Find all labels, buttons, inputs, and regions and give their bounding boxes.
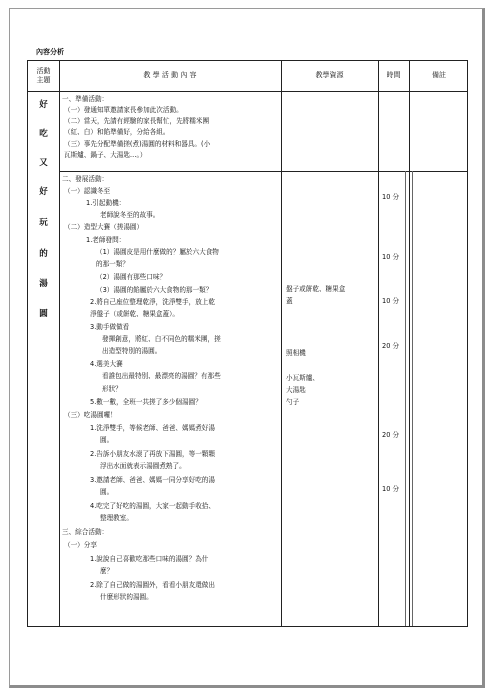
content-line: （1）湯圓皮是用什麼做的？屬於六大食物: [96, 248, 219, 256]
resource-item: 小瓦斯爐、: [286, 374, 319, 382]
content-line: 形狀？: [102, 385, 122, 393]
content-line: 一、準備活動：: [62, 95, 109, 103]
resource-item: 蓋: [286, 297, 293, 305]
content-line: （一）分享: [64, 541, 97, 549]
content-line: 1.洗淨雙手，等候老師、爸爸、媽媽煮好湯: [90, 424, 215, 432]
content-line: 淨盤子（或餅乾、糖果盒蓋）。: [90, 310, 180, 318]
theme-char: 好: [39, 100, 48, 110]
resource-item: 盤子或餅乾、糖果盒: [286, 285, 346, 293]
theme-char: 的: [39, 249, 48, 259]
content-line: （三）吃湯圓囉！: [64, 411, 117, 419]
content-line: 看誰包出最特別、最漂亮的湯圓？有那些: [102, 372, 221, 380]
content-line: 三、綜合活動：: [62, 528, 109, 536]
header-content: 教 學 活 動 內 容: [143, 71, 197, 79]
content-line: 4.吃完了好吃的湯圓，大家一起動手收拾、: [90, 502, 215, 510]
content-line: （二）造型大賽（搓湯圓）: [64, 223, 144, 231]
content-line: 1.老師發問：: [86, 236, 126, 244]
header-time: 時間: [386, 71, 401, 79]
header-notes: 備註: [432, 71, 446, 79]
content-line: 5.數一數，全班一共搓了多少個湯圓？: [90, 398, 202, 406]
content-line: 2.除了自己做的湯圓外，看看小朋友還做出: [90, 581, 215, 589]
notes-inner-line: [412, 171, 413, 626]
content-line: 圓。: [100, 436, 114, 444]
time-value: 20 分: [382, 342, 400, 350]
column-divider: [281, 61, 282, 626]
theme-char: 圓: [39, 309, 48, 319]
column-divider: [378, 61, 379, 626]
resource-item: 勺子: [286, 398, 300, 406]
content-line: 2.告訴小朋友水滾了再放下湯圓，等一顆顆: [90, 450, 215, 458]
theme-char: 好: [39, 187, 48, 197]
content-line: 老師說冬至的故事。: [100, 211, 160, 219]
theme-char: 吃: [39, 129, 48, 139]
theme-char: 湯: [39, 279, 48, 289]
content-line: （3）湯圓的餡屬於六大食物的那一類？: [96, 286, 213, 294]
header-resources: 教學資源: [315, 71, 344, 79]
content-line: 圓。: [100, 488, 114, 496]
time-inner-line: [405, 171, 406, 626]
content-line: 的那一類？: [96, 260, 129, 268]
content-line: 浮出水面就表示湯圓煮熟了。: [100, 462, 186, 470]
content-line: （2）湯圓有那些口味？: [96, 273, 167, 281]
content-line: 1.引起動機：: [86, 199, 126, 207]
column-divider: [59, 61, 60, 626]
content-line: （紅、白）和餡準備好，分給各組。: [64, 128, 170, 136]
content-line: 1.說說自己喜歡吃那些口味的湯圓？為什: [90, 555, 209, 563]
content-line: 出造型特別的湯圓。: [102, 347, 162, 355]
content-line: 4.選美大賽: [90, 360, 123, 368]
content-line: 發揮創意，將紅、白不同色的糯米團，搓: [102, 335, 221, 343]
content-line: 什麼形狀的湯圓。: [100, 593, 153, 601]
content-line: 3.動手做做看: [90, 323, 130, 331]
time-value: 20 分: [382, 431, 400, 439]
content-line: （一）認識冬至: [64, 187, 111, 195]
content-line: 麼？: [100, 567, 114, 575]
content-line: 二、發展活動：: [62, 175, 109, 183]
section-title: 內容分析: [36, 48, 64, 56]
content-line: （一）發通知單邀請家長參加此次活動。: [64, 106, 183, 114]
content-line: 整理教室。: [100, 514, 133, 522]
content-line: 2.將自己座位整理乾淨，洗淨雙手，放上乾: [90, 298, 215, 306]
theme-char: 玩: [39, 218, 48, 228]
time-value: 10 分: [382, 485, 400, 493]
time-value: 10 分: [382, 297, 400, 305]
content-line: （三）事先分配準備搓(煮)湯圓的材料和器具。(小: [64, 140, 211, 148]
time-value: 10 分: [382, 193, 400, 201]
content-line: 瓦斯爐、鍋子、大湯匙…。）: [64, 151, 147, 159]
theme-char: 又: [39, 158, 48, 168]
time-value: 10 分: [382, 253, 400, 261]
content-line: （二）當天，先請有經驗的家長幫忙，先將糯米團: [64, 117, 210, 125]
header-divider: [28, 91, 467, 92]
content-line: 3.邀請老師、爸爸、媽媽一同分享好吃的湯: [90, 476, 215, 484]
resource-item: 照相機: [286, 349, 306, 357]
resource-item: 大湯匙: [286, 386, 306, 394]
header-theme: 活動 主題: [36, 67, 51, 84]
column-divider: [409, 61, 410, 626]
lesson-plan-table: [27, 60, 468, 627]
